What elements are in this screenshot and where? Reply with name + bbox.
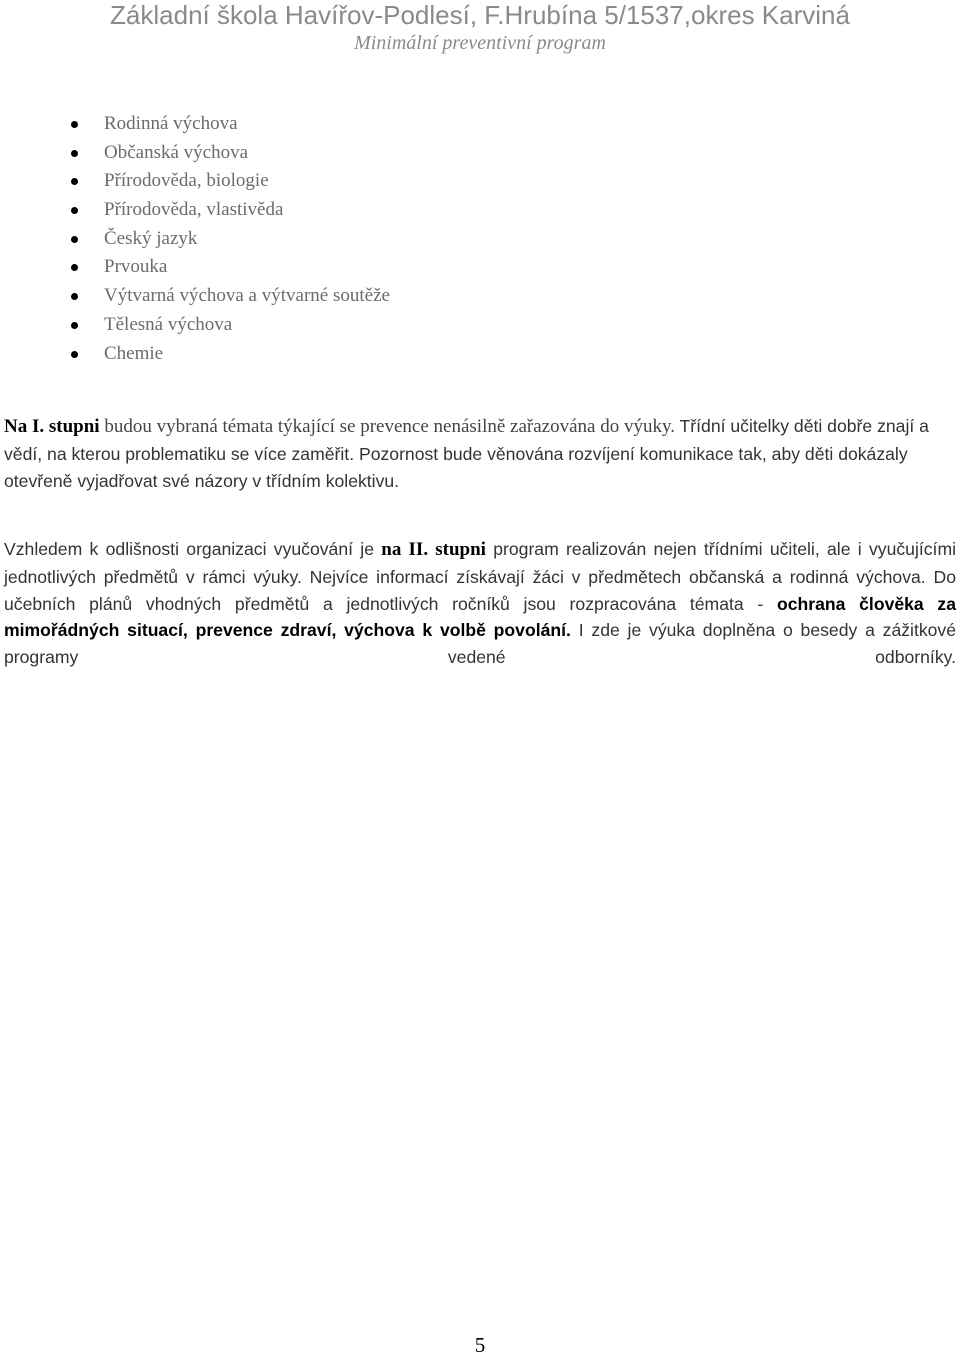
second-stage-text-1: Vzhledem k odlišnosti organizaci vyučování je [4, 539, 382, 559]
second-stage-topics: ochrana člověka za mimořádných situací, prevence zdraví, výchova k volbě povolání. [4, 593, 957, 641]
subject-label: Občanská výchova [104, 141, 249, 163]
subject-list-item [0, 253, 390, 282]
subject-label: Český jazyk [104, 227, 198, 249]
bullet-icon [71, 293, 78, 300]
subject-label: Přírodověda, biologie [104, 170, 269, 192]
bullet-icon [71, 121, 78, 128]
first-stage-lead-text: budou vybraná témata týkající se prevence nenásilně zařazována do výuky. [99, 416, 675, 437]
subject-list-item [0, 311, 390, 340]
subject-list-item [0, 139, 390, 168]
bullet-icon [71, 236, 78, 243]
subject-label: Prvouka [104, 256, 168, 278]
page-number: 5 [474, 1333, 486, 1357]
subject-list-item [0, 110, 390, 139]
first-stage-body-text: Třídní učitelky děti dobře znají a vědí, na kterou problematiku se více zaměřit. Pozornost bude věnována rozvíjení komunikace tak, aby děti dokázaly otevřeně vyjadřovat své názory v třídním kolektivu. [4, 416, 929, 491]
second-stage-text-3: I zde je výuka doplněna o besedy a zážitkové programy vedené odborníky. [4, 620, 956, 668]
subject-list-item [0, 340, 390, 369]
subject-label: Tělesná výchova [104, 313, 233, 335]
bullet-icon [71, 264, 78, 271]
subject-label: Rodinná výchova [104, 113, 238, 134]
bullet-icon [71, 207, 78, 214]
header-subtitle: Minimální preventivní program [354, 32, 606, 54]
subject-list-item [0, 282, 390, 311]
second-stage-paragraph [4, 536, 956, 671]
subject-label: Chemie [104, 342, 164, 364]
first-stage-paragraph [4, 413, 956, 496]
subject-list-item [0, 196, 390, 225]
header-title: Základní škola Havířov-Podlesí, F.Hrubína 5/1537,okres Karviná [110, 0, 850, 30]
bullet-icon [71, 150, 78, 157]
subject-label: Výtvarná výchova a výtvarné soutěže [104, 285, 390, 307]
second-stage-lead: na II. stupni [381, 539, 486, 560]
bullet-icon [71, 178, 78, 185]
second-stage-text-2: program realizován nejen třídními učiteli, ale i vyučujícími jednotlivých předmětů v rámci výuky. Nejvíce informací získávají žáci v předmětech občanská a rodinná výchova. Do učebních plánů vhodných předmětů a jednotlivých ročníků jsou rozpracována témata - [4, 539, 957, 614]
first-stage-lead: Na I. stupni [4, 416, 100, 437]
subject-list-item [0, 225, 390, 254]
bullet-icon [71, 322, 78, 329]
bullet-icon [71, 351, 78, 358]
subject-list-item [0, 167, 390, 196]
subject-label: Přírodověda, vlastivěda [104, 199, 284, 221]
subject-list [0, 110, 390, 368]
